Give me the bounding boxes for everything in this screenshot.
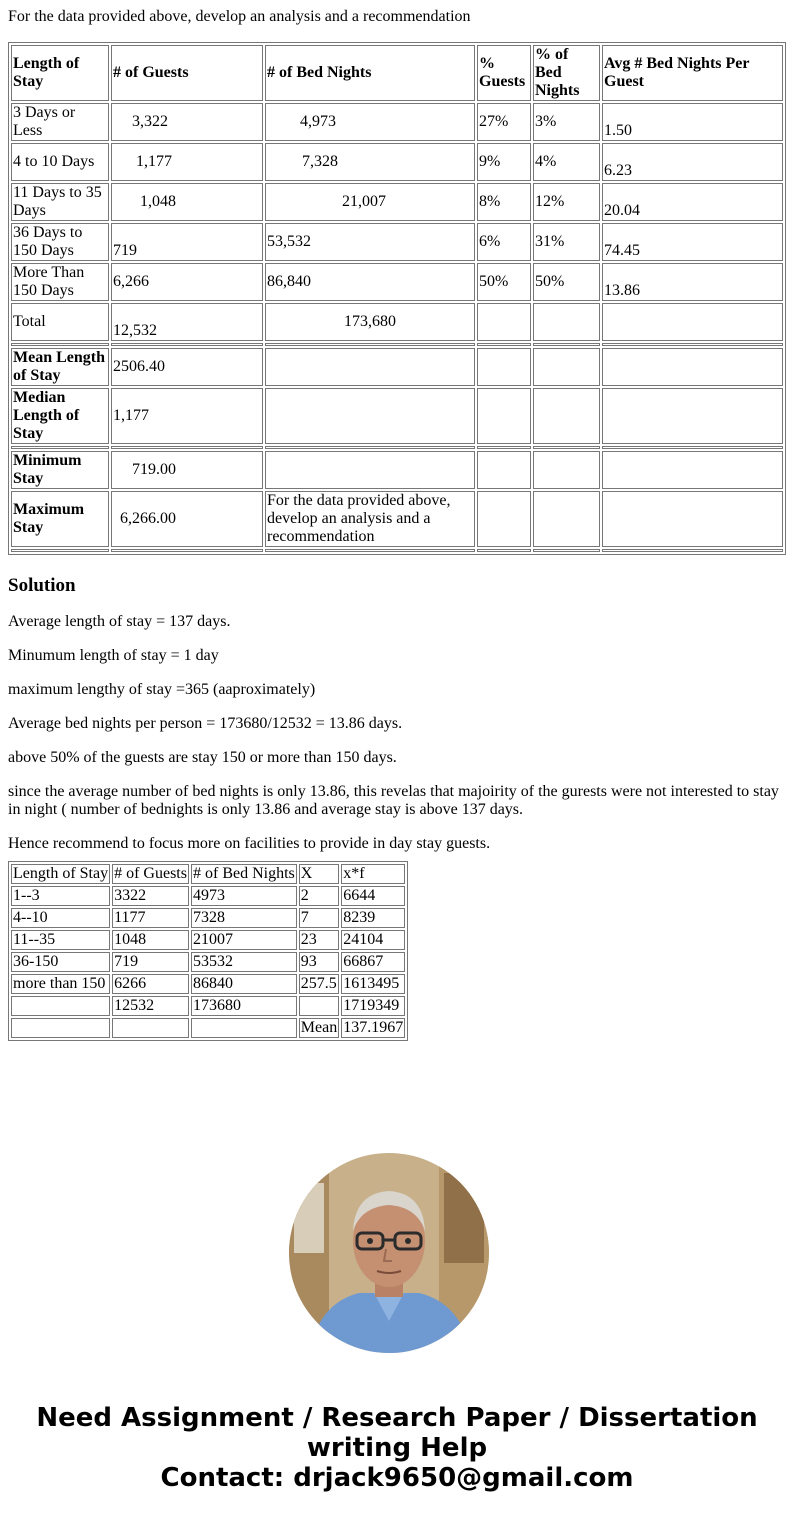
calc-cell: 4973 [191, 886, 297, 906]
footer-line-help: Need Assignment / Research Paper / Dissertation writing Help [36, 1403, 758, 1463]
table-row-median [11, 388, 783, 444]
author-portrait [289, 1153, 489, 1353]
calc-cell: Mean [300, 1019, 338, 1036]
solution-paragraph: Hence recommend to focus more on facilities to provide in day stay guests. [8, 835, 491, 852]
mean-value: 2506.40 [111, 348, 263, 386]
cell-avg: 74.45 [602, 223, 783, 261]
cell-stay: 4 to 10 Days [11, 143, 109, 181]
calc-cell: 8239 [341, 908, 405, 928]
calc-cell: 1719349 [341, 996, 405, 1016]
cell-bed-nights: 4,973 [265, 103, 475, 141]
footer-contact [0, 1403, 794, 1493]
solution-heading: Solution [8, 575, 76, 596]
cell-guests: 1,048 [111, 183, 263, 221]
calc-header: X [299, 864, 339, 884]
cell-avg: 13.86 [602, 263, 783, 301]
table-row [11, 143, 783, 181]
calc-cell: 137.1967 [343, 1019, 404, 1036]
table-divider [11, 446, 783, 449]
table-row [11, 996, 405, 1016]
calc-cell: 6266 [112, 974, 189, 994]
min-label: Minimum Stay [11, 451, 109, 489]
table-row [11, 886, 405, 906]
cell-pct-guests: 8% [477, 183, 531, 221]
cell-stay: 36 Days to 150 Days [11, 223, 109, 261]
cell-avg [602, 303, 783, 341]
cell-pct-bed-nights: 4% [533, 143, 600, 181]
calc-cell: 719 [112, 952, 189, 972]
calc-cell: 4--10 [11, 908, 110, 928]
cell-pct-bed-nights: 12% [533, 183, 600, 221]
solution-paragraph: Average length of stay = 137 days. [8, 613, 231, 630]
cell-bed-nights: 173,680 [265, 303, 475, 341]
cell-pct-guests: 27% [477, 103, 531, 141]
calc-cell: 53532 [191, 952, 297, 972]
calc-header: x*f [341, 864, 405, 884]
cell-pct-guests: 9% [477, 143, 531, 181]
calc-header: # of Guests [114, 865, 187, 882]
median-label: Median Length of Stay [11, 388, 109, 444]
author-avatar [289, 1153, 489, 1353]
calc-header-row [11, 864, 405, 884]
solution-text [8, 613, 786, 853]
calc-cell: 66867 [341, 952, 405, 972]
table-row [11, 974, 405, 994]
cell-pct-bed-nights: 3% [533, 103, 600, 141]
cell-pct-bed-nights: 50% [533, 263, 600, 301]
calc-cell: 1613495 [341, 974, 405, 994]
calc-cell [112, 1018, 189, 1038]
cell-pct-guests [477, 303, 531, 341]
calc-cell: 12532 [112, 996, 189, 1016]
cell-guests: 3,322 [111, 103, 263, 141]
solution-paragraph: above 50% of the guests are stay 150 or more than 150 days. [8, 749, 397, 766]
calc-header: Length of Stay [13, 865, 109, 882]
header-bed-nights: # of Bed Nights [265, 45, 475, 101]
header-length-of-stay: Length of Stay [11, 45, 109, 101]
max-label: Maximum Stay [11, 491, 109, 547]
cell-pct-bed-nights: 31% [533, 223, 600, 261]
header-avg-bed-nights: Avg # Bed Nights Per Guest [602, 45, 783, 101]
calc-cell: 7328 [191, 908, 297, 928]
solution-paragraph: Average bed nights per person = 173680/12532 = 13.86 days. [8, 715, 403, 732]
footer-line-contact: Contact: drjack9650@gmail.com [160, 1463, 634, 1493]
calc-cell: 1048 [112, 930, 189, 950]
cell-stay: More Than 150 Days [11, 263, 109, 301]
calc-cell: 1--3 [11, 886, 110, 906]
table-row-minimum [11, 451, 783, 489]
calc-cell: 7 [299, 908, 339, 928]
table-row-total [11, 303, 783, 341]
cell-guests: 6,266 [111, 263, 263, 301]
solution-paragraph: since the average number of bed nights is only 13.86, this revelas that majoirity of the gurests were not interested to stay in night ( number of bednights is only 13.86 and average stay is above 137 days. [8, 783, 779, 818]
calc-cell [11, 1018, 110, 1038]
table-row [11, 908, 405, 928]
table-divider [11, 343, 783, 346]
cell-pct-bed-nights [533, 303, 600, 341]
solution-paragraph: maximum lengthy of stay =365 (aaproximately) [8, 681, 316, 698]
calc-cell [11, 996, 110, 1016]
calc-cell [191, 1018, 297, 1038]
table-row-maximum [11, 491, 783, 547]
calc-cell: 1177 [112, 908, 189, 928]
mean-label: Mean Length of Stay [11, 348, 109, 386]
calc-cell [299, 996, 339, 1016]
table-row [11, 103, 783, 141]
table-header-row [11, 45, 783, 101]
mean-calculation-table [8, 861, 408, 1041]
max-value: 6,266.00 [111, 491, 263, 547]
cell-avg: 6.23 [602, 143, 783, 181]
cell-avg: 20.04 [602, 183, 783, 221]
cell-guests: 12,532 [111, 303, 263, 341]
calc-cell: 24104 [341, 930, 405, 950]
cell-bed-nights: 7,328 [265, 143, 475, 181]
cell-bed-nights: 53,532 [265, 223, 475, 261]
table-row [11, 952, 405, 972]
cell-bed-nights: 21,007 [265, 183, 475, 221]
header-guests: # of Guests [111, 45, 263, 101]
cell-pct-guests: 6% [477, 223, 531, 261]
header-pct-guests: % Guests [477, 45, 531, 101]
max-note: For the data provided above, develop an analysis and a recommendation [265, 491, 475, 547]
solution-paragraph: Minumum length of stay = 1 day [8, 647, 219, 664]
calc-cell: 93 [299, 952, 339, 972]
calc-cell: 21007 [191, 930, 297, 950]
cell-pct-guests: 50% [477, 263, 531, 301]
table-divider [11, 549, 783, 552]
calc-cell: 3322 [112, 886, 189, 906]
calc-cell: 11--35 [11, 930, 110, 950]
calc-header: # of Bed Nights [192, 865, 295, 882]
header-pct-bed-nights: % of Bed Nights [533, 45, 600, 101]
intro-text: For the data provided above, develop an analysis and a recommendation [8, 8, 471, 25]
min-value: 719.00 [111, 451, 263, 489]
table-row [11, 263, 783, 301]
calc-cell: 23 [299, 930, 339, 950]
cell-bed-nights: 86,840 [265, 263, 475, 301]
cell-stay: Total [11, 303, 109, 341]
calc-cell: more than 150 [11, 974, 110, 994]
cell-guests: 719 [111, 223, 263, 261]
calc-cell: 173680 [191, 996, 297, 1016]
cell-stay: 11 Days to 35 Days [11, 183, 109, 221]
calc-cell: 257.5 [299, 974, 339, 994]
calc-cell: 36-150 [11, 952, 110, 972]
calc-cell: 6644 [341, 886, 405, 906]
table-row [11, 183, 783, 221]
table-row [11, 930, 405, 950]
calc-cell: 2 [299, 886, 339, 906]
cell-avg: 1.50 [602, 103, 783, 141]
table-row [11, 223, 783, 261]
median-value: 1,177 [111, 388, 263, 444]
length-of-stay-table [8, 42, 786, 555]
table-row-mean [11, 348, 783, 386]
cell-guests: 1,177 [111, 143, 263, 181]
cell-stay: 3 Days or Less [11, 103, 109, 141]
calc-cell: 86840 [191, 974, 297, 994]
table-row [11, 1018, 405, 1038]
